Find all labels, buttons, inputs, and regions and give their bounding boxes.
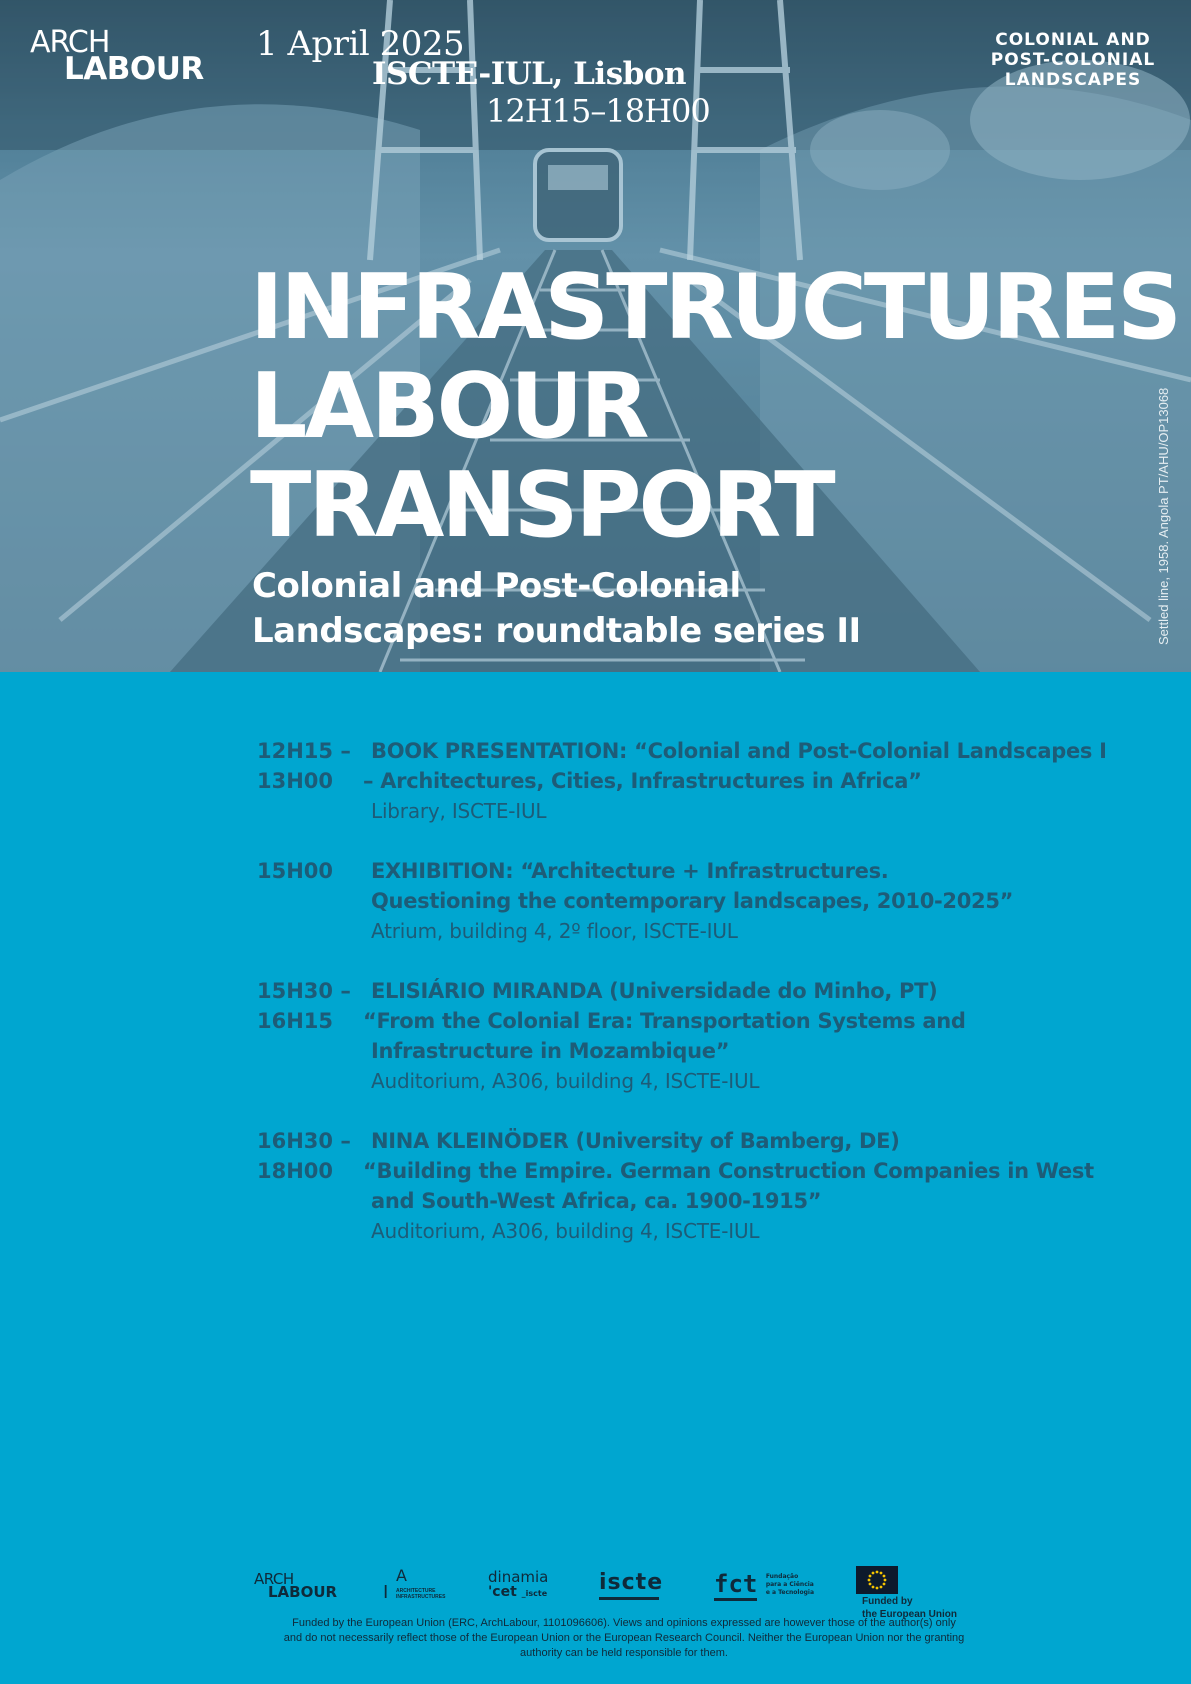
fct-line3: e a Tecnologia — [765, 1589, 815, 1596]
archlabour-sponsor-line1: ARCH — [254, 1570, 294, 1588]
subtitle-line-1: Colonial and Post-Colonial — [252, 566, 741, 606]
title-line-2: LABOUR — [250, 354, 647, 459]
disclaimer-line1: Funded by the European Union (ERC, ArchLabour, 1101096606). Views and opinions expressed are however those of the author(s) only — [292, 1617, 956, 1629]
fct-line2: para a Ciência — [765, 1581, 814, 1588]
colonial-landscapes-logo — [978, 30, 1168, 90]
event-venue: ISCTE-IUL, Lisbon — [372, 56, 687, 92]
dinamia-cet-logo — [488, 1570, 558, 1599]
programme-item — [257, 1126, 1137, 1246]
ai-logo-letter-i: I — [383, 1582, 389, 1603]
eu-text-line2: the European Union — [862, 1609, 957, 1620]
disclaimer-line2: and do not necessarily reflect those of the European Union or the European Research Council. Neither the European Union nor the granting — [283, 1632, 965, 1644]
colonial-logo-line2: POST-COLONIAL — [990, 50, 1156, 70]
colonial-logo-line1: COLONIAL AND — [995, 30, 1151, 50]
fct-line1: Fundação — [765, 1573, 799, 1580]
item-start-time: 12H15 – — [257, 739, 351, 763]
dinamia-line2-wrap — [488, 1585, 558, 1599]
archlabour-logo — [30, 25, 204, 87]
talk-title: “Building the Empire. German Construction Companies in West — [363, 1159, 1094, 1183]
item-start-time: 15H30 – — [257, 979, 351, 1003]
ai-logo-text2: INFRASTRUCTURES — [396, 1594, 446, 1600]
item-title: EXHIBITION: “Architecture + Infrastructures. — [371, 859, 889, 883]
archlabour-sponsor-line2: LABOUR — [268, 1583, 338, 1601]
ai-logo-text — [396, 1588, 445, 1600]
title-line-1: INFRASTRUCTURES — [250, 255, 1179, 360]
programme-item — [257, 856, 1137, 946]
archlabour-sponsor-logo — [254, 1572, 337, 1600]
title-line-3: TRANSPORT — [250, 453, 833, 558]
eu-funding-logo — [856, 1566, 994, 1621]
eu-flag-icon — [856, 1566, 898, 1594]
item-title-cont: Questioning the contemporary landscapes, 2010-2025” — [371, 889, 1014, 913]
dinamia-line2: 'cet — [488, 1584, 517, 1600]
subtitle — [252, 564, 861, 654]
fct-subtitle — [766, 1573, 814, 1597]
colonial-logo-line3: LANDSCAPES — [1004, 70, 1142, 90]
fct-mark: fct — [714, 1570, 757, 1601]
sponsor-logos — [254, 1566, 994, 1620]
subtitle-line-2: Landscapes: roundtable series II — [252, 611, 861, 651]
fct-logo — [714, 1570, 814, 1601]
ai-logo-letter-a: A — [396, 1566, 407, 1585]
iscte-logo — [599, 1570, 663, 1600]
programme-item — [257, 976, 1137, 1096]
archlabour-logo-line2: LABOUR — [64, 51, 204, 87]
dinamia-line1: dinamia — [488, 1568, 549, 1586]
eu-stars-icon — [856, 1566, 898, 1594]
photo-credit: Settled line, 1958. Angola PT/AHU/OP13068 — [1156, 387, 1171, 645]
item-start-time: 15H00 — [257, 859, 334, 883]
item-location: Atrium, building 4, 2º floor, ISCTE-IUL — [371, 919, 738, 943]
disclaimer-line3: authority can be held responsible for them. — [520, 1647, 728, 1659]
speaker-name: ELISIÁRIO MIRANDA (Universidade do Minho, PT) — [371, 979, 938, 1003]
dinamia-suffix: _iscte — [521, 1589, 548, 1598]
item-title-cont: – Architectures, Cities, Infrastructures in Africa” — [363, 769, 922, 793]
event-date: 1 April 2025 — [256, 24, 465, 64]
programme-item — [257, 736, 1137, 826]
funding-disclaimer — [254, 1616, 994, 1661]
item-location: Auditorium, A306, building 4, ISCTE-IUL — [371, 1069, 760, 1093]
item-location: Auditorium, A306, building 4, ISCTE-IUL — [371, 1219, 760, 1243]
talk-title: “From the Colonial Era: Transportation Systems and — [363, 1009, 966, 1033]
eu-text-line1: Funded by — [862, 1596, 913, 1607]
item-end-time: 16H15 — [257, 1009, 334, 1033]
item-location: Library, ISCTE-IUL — [371, 799, 547, 823]
hero-photo — [0, 0, 1191, 672]
iscte-underline — [599, 1597, 659, 1600]
main-title — [250, 255, 1179, 558]
event-time: 12H15–18H00 — [486, 92, 710, 130]
architecture-infrastructures-logo — [380, 1566, 450, 1602]
item-start-time: 16H30 – — [257, 1129, 351, 1153]
item-end-time: 13H00 — [257, 769, 334, 793]
item-end-time: 18H00 — [257, 1159, 334, 1183]
item-title: BOOK PRESENTATION: “Colonial and Post-Colonial Landscapes I — [371, 739, 1107, 763]
speaker-name: NINA KLEINÖDER (University of Bamberg, DE) — [371, 1129, 900, 1153]
archlabour-logo-line1: ARCH — [30, 25, 110, 60]
talk-title-cont: and South-West Africa, ca. 1900-1915” — [371, 1189, 822, 1213]
programme-list — [257, 736, 1137, 1276]
talk-title-cont: Infrastructure in Mozambique” — [371, 1039, 730, 1063]
iscte-logo-text: iscte — [599, 1570, 664, 1595]
ai-logo-text1: ARCHITECTURE — [396, 1588, 436, 1594]
